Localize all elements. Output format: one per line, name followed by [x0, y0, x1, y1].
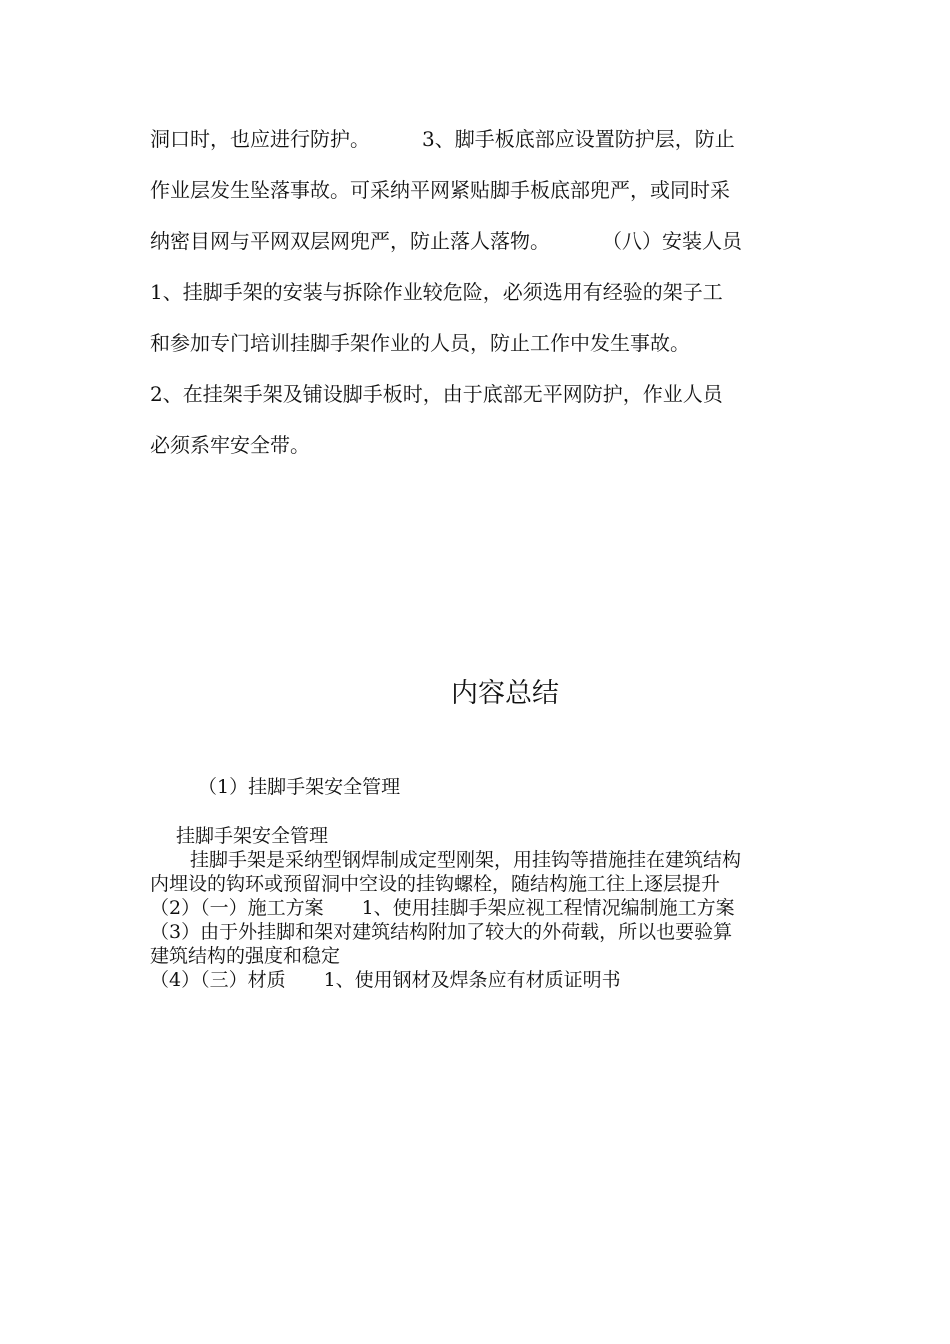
- text-segment: 1、使用钢材及焊条应有材质证明书: [323, 969, 621, 991]
- summary-paragraph-line: 内埋设的钩环或预留洞中空设的挂钩螺栓，随结构施工往上逐层提升: [150, 873, 721, 895]
- body-line: 作业层发生坠落事故。可采纳平网紧贴脚手板底部兜严，或同时采: [150, 178, 730, 202]
- text-segment: 3、脚手板底部应设置防护层，防止: [422, 127, 735, 151]
- text-segment: 洞口时，也应进行防护。: [150, 127, 370, 151]
- body-line: 必须系牢安全带。: [150, 433, 310, 457]
- body-line: [150, 216, 810, 267]
- text-segment: （八）安装人员: [602, 229, 742, 253]
- summary-heading: 挂脚手架安全管理: [176, 825, 329, 847]
- summary-block: [150, 824, 810, 992]
- text-segment: （2）（一）施工方案: [150, 897, 324, 919]
- summary-item: （1）挂脚手架安全管理: [198, 776, 401, 798]
- body-line: [150, 114, 810, 165]
- text-segment: 1、使用挂脚手架应视工程情况编制施工方案: [361, 897, 735, 919]
- body-text: [150, 114, 810, 471]
- text-segment: 纳密目网与平网双层网兜严，防止落人落物。: [150, 229, 550, 253]
- summary-paragraph-line: 挂脚手架是采纳型钢焊制成定型刚架，用挂钩等措施挂在建筑结构: [190, 849, 742, 871]
- summary-item: [150, 968, 810, 992]
- summary-item: [150, 896, 810, 920]
- text-segment: （4）（三）材质: [150, 969, 286, 991]
- body-line: 1、挂脚手架的安装与拆除作业较危险，必须选用有经验的架子工: [150, 280, 723, 304]
- body-line: 2、在挂架手架及铺设脚手板时，由于底部无平网防护，作业人员: [150, 382, 723, 406]
- summary-item: （3）由于外挂脚和架对建筑结构附加了较大的外荷载，所以也要验算: [150, 921, 733, 943]
- summary-title: 内容总结: [451, 678, 559, 709]
- body-line: 和参加专门培训挂脚手架作业的人员，防止工作中发生事故。: [150, 331, 690, 355]
- summary-item-continuation: 建筑结构的强度和稳定: [150, 945, 341, 967]
